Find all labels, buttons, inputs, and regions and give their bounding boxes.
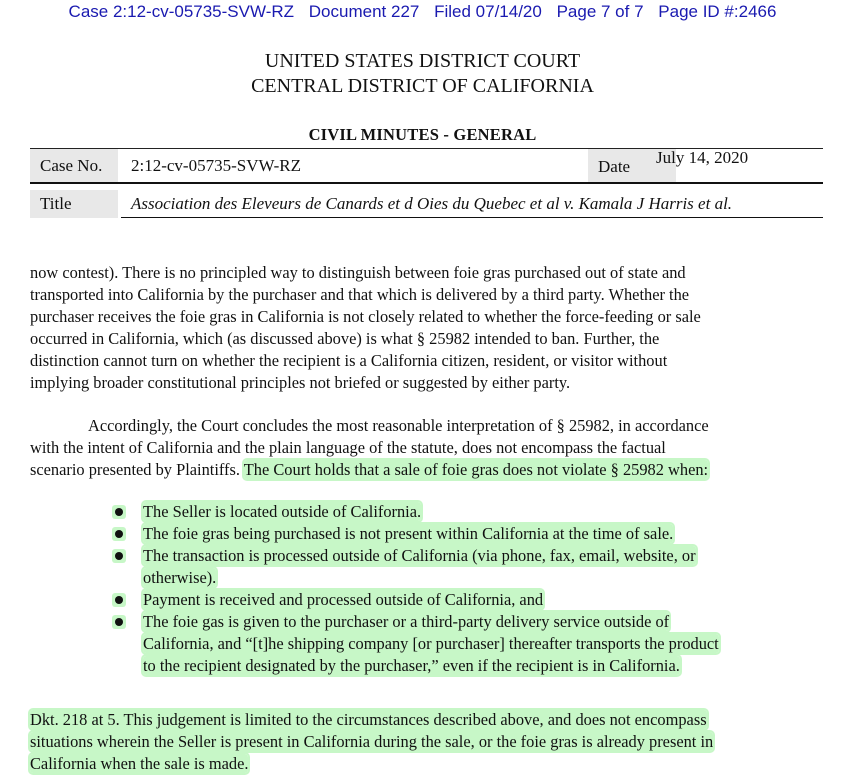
paragraph-1 [30,262,820,394]
header-page-id: Page ID #:2466 [658,2,777,21]
header-page: Page 7 of 7 [556,2,644,21]
header-document: Document 227 [308,2,420,21]
list-item-text: to the recipient designated by the purchaser,” even if the recipient is in California. [143,656,680,675]
list-item [112,589,832,611]
paragraph-3 [30,709,820,775]
date-label: Date [598,157,631,176]
highlighted-text: California when the sale is made. [30,754,249,773]
list-item-text: California, and “[t]he shipping company [or purchaser] thereafter transports the product [143,634,719,653]
court-name-line1: UNITED STATES DISTRICT COURT [264,50,581,72]
highlighted-text: Dkt. 218 at 5. This judgement is limited to the circumstances described above, and does not encompass [30,710,707,729]
date-value: July 14, 2020 [656,148,749,167]
paragraph-line: distinction cannot turn on whether the recipient is a California citizen, resident, or visitor without [30,351,668,370]
court-name-line2: CENTRAL DISTRICT OF CALIFORNIA [251,75,594,97]
header-filed: Filed 07/14/20 [434,2,542,21]
list-item-text: The foie gas is given to the purchaser or a third-party delivery service outside of [143,612,670,631]
bullet-icon [112,549,126,563]
paragraph-line: with the intent of California and the plain language of the statute, does not encompass the factual [30,438,666,457]
paragraph-line: implying broader constitutional principles not briefed or suggested by either party. [30,373,571,392]
title-label: Title [40,194,72,213]
paragraph-text: scenario presented by Plaintiffs. [30,460,244,479]
paragraph-line: Accordingly, the Court concludes the most reasonable interpretation of § 25982, in accordance [88,416,709,435]
bullet-icon [112,615,126,629]
minutes-title: CIVIL MINUTES - GENERAL [308,125,537,144]
holding-conditions-list [112,501,832,677]
paragraph-2 [30,415,820,481]
paragraph-line [30,459,820,481]
highlighted-text: situations wherein the Seller is present in California during the sale, or the foie gras is already present in [30,732,714,751]
list-item [112,523,832,545]
list-item [112,545,832,589]
paragraph-line: purchaser receives the foie gras in California is not closely related to whether the force-feeding or sale [30,307,701,326]
title-underline [121,217,823,218]
list-item-text: Payment is received and processed outside of California, and [143,590,544,609]
bullet-icon [112,593,126,607]
filing-header [0,2,845,22]
case-title: Association des Eleveurs de Canards et d Oies du Quebec et al v. Kamala J Harris et al. [131,194,733,213]
list-item [112,501,832,523]
bullet-icon [112,505,126,519]
paragraph-line: transported into California by the purchaser and that which is delivered by a third party. Whether the [30,285,690,304]
list-item-text: otherwise). [143,568,217,587]
list-item-text: The Seller is located outside of California. [143,502,422,521]
highlighted-holding: The Court holds that a sale of foie gras does not violate § 25982 when: [243,460,709,479]
bullet-icon [112,527,126,541]
paragraph-line: occurred in California, which (as discussed above) is what § 25982 intended to ban. Further, the [30,329,660,348]
list-item-text: The transaction is processed outside of California (via phone, fax, email, website, or [143,546,696,565]
list-item [112,611,832,677]
header-case: Case 2:12-cv-05735-SVW-RZ [68,2,295,21]
list-item-text: The foie gras being purchased is not present within California at the time of sale. [143,524,674,543]
case-no-label: Case No. [40,156,103,175]
paragraph-line: now contest). There is no principled way to distinguish between foie gras purchased out of state and [30,263,686,282]
case-no-value: 2:12-cv-05735-SVW-RZ [131,156,301,175]
